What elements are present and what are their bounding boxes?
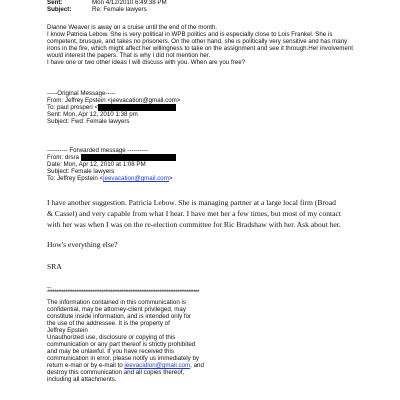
disclaimer-line: Jeffrey Epstein bbox=[47, 327, 88, 334]
subject-label: Subject: bbox=[47, 6, 72, 13]
disclaimer-line: confidential, may be attorney-client privileged, may bbox=[47, 306, 186, 313]
email-link[interactable]: jeevacation@gmail.com bbox=[103, 175, 169, 182]
reply-line: I have one or two other ideas I will discuss with you. When are you free? bbox=[47, 59, 246, 66]
original-message-separator: -----Original Message----- bbox=[47, 90, 116, 97]
forwarded-subject: Subject: Female lawyers bbox=[47, 168, 115, 175]
disclaimer-line: constitute inside information, and is intended only for bbox=[47, 313, 192, 320]
redaction-bar bbox=[81, 154, 176, 161]
forwarded-from-text: From: drsra bbox=[47, 154, 79, 162]
forwarded-separator: ---------- Forwarded message ---------- bbox=[47, 147, 149, 154]
original-from: From: Jeffrey Epstein <jeevacation@gmail.com> bbox=[47, 97, 181, 104]
body-line: & Cassel) and very capable from what I hear. I have met her a few times, but most of my contact bbox=[47, 209, 341, 218]
email-link[interactable]: jeevacation@gmail.com bbox=[124, 362, 191, 369]
body-line: I have another suggestion. Patricia Lebow. She is managing partner at a large local firm (Broad bbox=[47, 198, 336, 207]
original-sent: Sent: Mon, Apr 12, 2010 1:38 pm bbox=[47, 111, 138, 118]
disclaimer-line: Unauthorized use, disclosure or copying of this bbox=[47, 334, 176, 341]
reply-line: would interest the papers. That is why I did not mention her. bbox=[47, 52, 211, 59]
disclaimer-line: communication in error, please notify us immediately by bbox=[47, 355, 200, 362]
original-to-text: To: paul prosperi < bbox=[47, 104, 99, 112]
sent-label: Sent: bbox=[47, 0, 63, 6]
body-line: with her was when I was on the re-election committee for Ric Bradshaw with her. Ask about her. bbox=[47, 220, 341, 229]
forwarded-date: Date: Mon, Apr 12, 2010 at 1:08 PM bbox=[47, 161, 146, 168]
subject-value: Re: Female lawyers bbox=[92, 6, 147, 13]
original-subject: Subject: Fwd: Female lawyers bbox=[47, 118, 130, 125]
disclaimer-line: the use of the addressee. It is the property of bbox=[47, 320, 170, 327]
signature: SRA bbox=[47, 262, 62, 271]
signature-dash: -- bbox=[47, 284, 52, 291]
greeting: How's everything else? bbox=[47, 240, 118, 249]
disclaimer-line: communication or any part thereof is strictly prohibited bbox=[47, 341, 196, 348]
reply-line: irons in the fire, which might affect her willingness to take on the assignment and see it through.Her involvement bbox=[47, 45, 353, 52]
disclaimer-line: and may be unlawful. If you have received this bbox=[47, 348, 174, 355]
reply-line: Dianne Weaver is away on a cruise until the end of the month. bbox=[47, 24, 218, 31]
disclaimer-line: return e-mail or by e-mail to jeevacation@gmail.com, and bbox=[47, 362, 204, 369]
disclaimer-line: The information contained in this communication is bbox=[47, 299, 186, 306]
subject-header bbox=[47, 6, 147, 13]
forwarded-to: To: Jeffrey Epstein <jeevacation@gmail.com> bbox=[47, 175, 173, 182]
reply-line: I know Patricia Lebow. She is very political in WPB politics and is especially close to Lois Frankel. She is bbox=[47, 31, 333, 38]
sent-value: Mon 4/12/2010 6:49:38 PM bbox=[92, 0, 167, 6]
disclaimer-line: including all attachments. bbox=[47, 376, 117, 383]
reply-line: competent, brusque, and takes no prisoners. On the other hand, she is politically very sensitive and has many bbox=[47, 38, 348, 45]
disclaimer-line: destroy this communication and all copies thereof, bbox=[47, 369, 185, 376]
redaction-bar bbox=[98, 104, 176, 111]
star-divider: ************************************************************************************ bbox=[47, 289, 199, 296]
